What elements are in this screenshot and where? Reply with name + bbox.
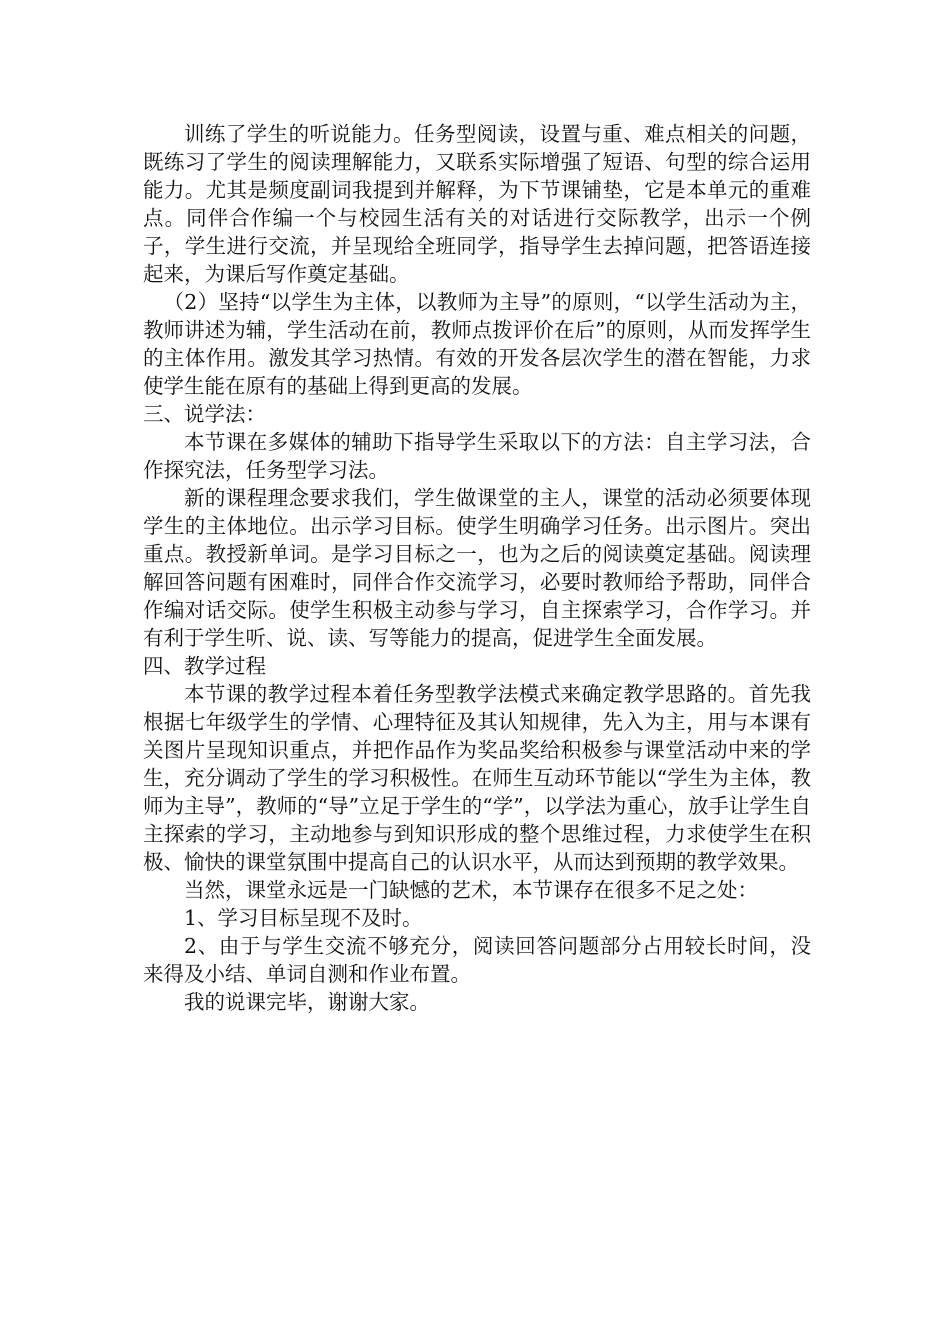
paragraph-closing: 我的说课完毕，谢谢大家。 [184,990,430,1014]
paragraph-teaching-process: 本节课的教学过程本着任务型教学法模式来确定教学思路的。首先我根据七年级学生的学情、心理特征及其认知规律，先入为主，用与本课有关图片呈现知识重点，并把作品作为奖品奖给积极参与课堂活动中来的学生，充分调动了学生的学习积极性。在师生互动环节能以“学生为主体，教师为主导”，教师的“导”立足于学生的“学”，以学法为重心，放手让学生自主探索的学习，主动地参与到知识形成的整个思维过程，力求使学生在积极、愉快的课堂氛围中提高自己的认识水平，从而达到预期的教学效果。 [143,682,811,874]
paragraph-listening-reading: 训练了学生的听说能力。任务型阅读，设置与重、难点相关的问题，既练习了学生的阅读理解能力，又联系实际增强了短语、句型的综合运用能力。尤其是频度副词我提到并解释，为下节课铺垫，它是本单元的重难点。同伴合作编一个与校园生活有关的对话进行交际教学，出示一个例子，学生进行交流，并呈现给全班同学，指导学生去掉问题，把答语连接起来，为课后写作奠定基础。 [143,122,811,286]
document-body [143,120,811,1016]
paragraph-shortcoming-2: 2、由于与学生交流不够充分，阅读回答问题部分占用较长时间，没来得及小结、单词自测和作业布置。 [143,934,811,986]
paragraph-methods: 本节课在多媒体的辅助下指导学生采取以下的方法：自主学习法，合作探究法，任务型学习法。 [143,430,811,482]
paragraph-shortcoming-1: 1、学习目标呈现不及时。 [184,906,423,930]
section-heading-study-method: 三、说学法： [143,402,266,426]
paragraph-principle: （2）坚持“以学生为主体，以教师为主导”的原则，“以学生活动为主，教师讲述为辅，学生活动在前，教师点拨评价在后”的原则，从而发挥学生的主体作用。激发其学习热情。有效的开发各层次学生的潜在智能，力求使学生能在原有的基础上得到更高的发展。 [143,290,811,398]
paragraph-shortcomings-intro: 当然，课堂永远是一门缺憾的艺术，本节课存在很多不足之处： [184,878,758,902]
paragraph-curriculum-concept: 新的课程理念要求我们，学生做课堂的主人，课堂的活动必须要体现学生的主体地位。出示学习目标。使学生明确学习任务。出示图片。突出重点。教授新单词。是学习目标之一，也为之后的阅读奠定基础。阅读理解回答问题有困难时，同伴合作交流学习，必要时教师给予帮助，同伴合作编对话交际。使学生积极主动参与学习，自主探索学习，合作学习。并有利于学生听、说、读、写等能力的提高，促进学生全面发展。 [143,486,811,650]
section-heading-teaching-process: 四、教学过程 [143,654,266,678]
